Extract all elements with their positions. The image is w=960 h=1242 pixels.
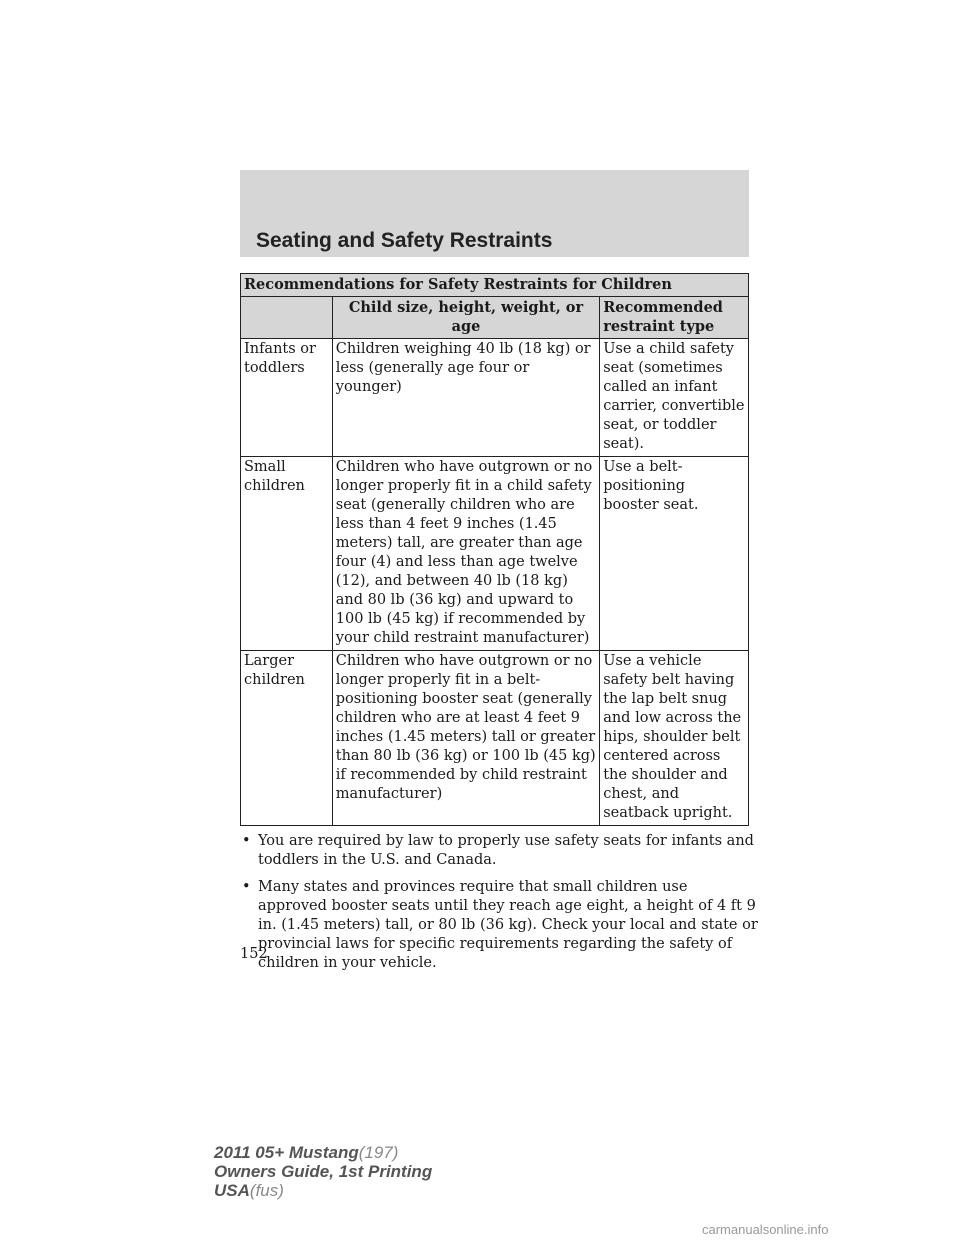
page-number: 152 (240, 946, 268, 962)
table-row (241, 339, 749, 457)
footer-edition: Owners Guide, 1st Printing (214, 1162, 433, 1181)
row-category: Small children (241, 457, 333, 651)
row-restraint-type: Use a belt-positioning booster seat. (600, 457, 749, 651)
bullet-marker: • (242, 833, 251, 849)
bullet-marker: • (242, 879, 251, 895)
header-category (241, 297, 333, 339)
footer-model: 2011 05+ Mustang (214, 1143, 359, 1162)
row-child-size: Children weighing 40 lb (18 kg) or less (generally age four or younger) (332, 339, 599, 457)
list-item-text: Many states and provinces require that small children use approved booster seats until they reach age eight, a height of 4 ft 9 in. (1.45 meters) tall, or 80 lb (36 kg). Check your local and state or provincial laws for specific requirements regarding the safety of children in your vehicle. (258, 879, 758, 971)
list-item (240, 878, 760, 973)
row-category: Infants or toddlers (241, 339, 333, 457)
table-row (241, 651, 749, 826)
list-item-text: You are required by law to properly use safety seats for infants and toddlers in the U.S. and Canada. (258, 833, 754, 868)
row-child-size: Children who have outgrown or no longer properly fit in a child safety seat (generally children who are less than 4 feet 9 inches (1.45 meters) tall, are greater than age four (4) and less than age twelve (12), and between 40 lb (18 kg) and 80 lb (36 kg) and upward to 100 lb (45 kg) if recommended by your child restraint manufacturer) (332, 457, 599, 651)
row-restraint-type: Use a child safety seat (sometimes called an infant carrier, convertible seat, or toddler seat). (600, 339, 749, 457)
footer-model-code: (197) (358, 1143, 399, 1162)
footer-market: USA (214, 1181, 250, 1200)
restraint-recommendations-table (240, 273, 749, 826)
footer-market-code: (fus) (249, 1181, 284, 1200)
header-restraint-type: Recommended restraint type (600, 297, 749, 339)
row-child-size: Children who have outgrown or no longer properly fit in a belt-positioning booster seat (generally children who are at least 4 feet 9 inches (1.45 meters) tall or greater than 80 lb (36 kg) or 100 lb (45 kg) if recommended by child restraint manufacturer) (332, 651, 599, 826)
section-title: Seating and Safety Restraints (256, 229, 553, 252)
table-header-row (241, 297, 749, 339)
table-caption: Recommendations for Safety Restraints for Children (241, 274, 749, 297)
table-caption-row (241, 274, 749, 297)
bullet-list (240, 832, 760, 981)
site-watermark: carmanualsonline.info (702, 1222, 829, 1237)
list-item (240, 832, 760, 870)
row-restraint-type: Use a vehicle safety belt having the lap belt snug and low across the hips, shoulder belt centered across the shoulder and chest, and seatback upright. (600, 651, 749, 826)
row-category: Larger children (241, 651, 333, 826)
table-row (241, 457, 749, 651)
header-child-size: Child size, height, weight, or age (332, 297, 599, 339)
print-footer (214, 1143, 432, 1200)
